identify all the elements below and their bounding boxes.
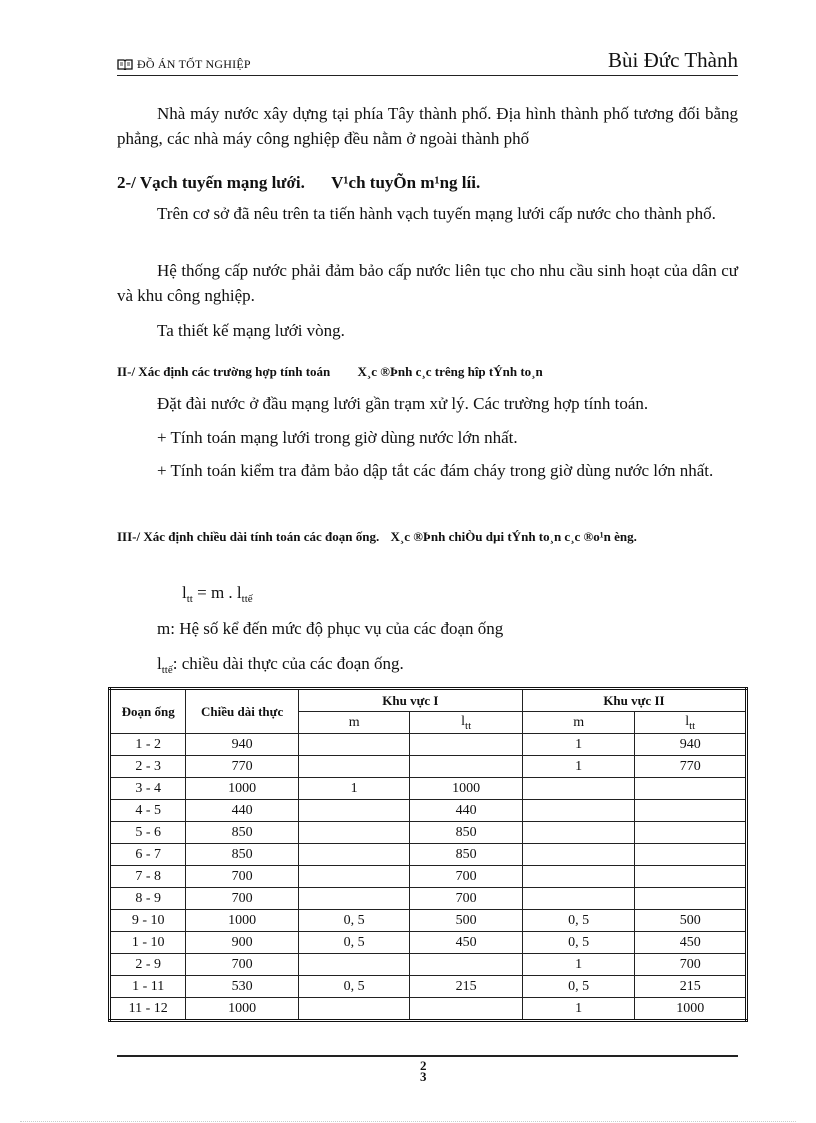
table-cell xyxy=(635,866,747,888)
section-2-heading xyxy=(117,170,738,195)
table-cell: 450 xyxy=(635,932,747,954)
section-II-paragraph-1: Đặt đài nước ở đầu mạng lưới gần trạm xử lý. Các trường hợp tính toán. xyxy=(157,394,649,413)
table-cell xyxy=(298,734,410,756)
table-cell: 6 - 7 xyxy=(110,844,186,866)
table-cell: 1 xyxy=(522,756,635,778)
table-cell: 2 - 9 xyxy=(110,954,186,976)
table-row xyxy=(110,822,747,844)
table-cell xyxy=(298,954,410,976)
table-row xyxy=(110,932,747,954)
intro-paragraph: Nhà máy nước xây dựng tại phía Tây thành phố. Địa hình thành phố tương đối bằng phẳng, các nhà máy công nghiệp đều nằm ở ngoài thành phố xyxy=(117,104,738,148)
header-rule xyxy=(117,75,738,76)
table-cell: 700 xyxy=(186,866,299,888)
table-cell: 1000 xyxy=(186,998,299,1021)
table-row xyxy=(110,844,747,866)
table-cell xyxy=(298,800,410,822)
section-II-garbled: X¸c ®Þnh c¸c trêng hîp tÝnh to¸n xyxy=(357,364,543,379)
table-cell: 0, 5 xyxy=(298,932,410,954)
page-edge xyxy=(20,1121,796,1122)
table-cell: 900 xyxy=(186,932,299,954)
table-cell: 5 - 6 xyxy=(110,822,186,844)
table-cell: 1 - 10 xyxy=(110,932,186,954)
table-cell: 850 xyxy=(410,822,523,844)
section-II-heading xyxy=(117,359,738,384)
table-cell: 500 xyxy=(635,910,747,932)
ltt-l: l xyxy=(461,713,466,729)
table-row xyxy=(110,866,747,888)
table-cell xyxy=(635,888,747,910)
formula-l: l xyxy=(182,583,187,602)
table-cell: 215 xyxy=(635,976,747,998)
table-row xyxy=(110,998,747,1021)
table-cell xyxy=(522,800,635,822)
table-cell: 500 xyxy=(410,910,523,932)
table-cell: 4 - 5 xyxy=(110,800,186,822)
section-III-garbled-text: X¸c ®Þnh chiÒu dµi tÝnh to¸n c¸c ®o¹n èng. xyxy=(390,529,637,544)
page-number-digit-2: 3 xyxy=(420,1069,427,1084)
table-cell xyxy=(635,778,747,800)
table-cell: 850 xyxy=(410,844,523,866)
section-2-garbled: V¹ch tuyÕn m¹ng líi. xyxy=(331,173,481,192)
table-cell xyxy=(522,844,635,866)
table-cell xyxy=(635,800,747,822)
table-cell: 11 - 12 xyxy=(110,998,186,1021)
page-number xyxy=(420,1060,427,1082)
table-cell xyxy=(410,998,523,1021)
table-cell: 1 - 11 xyxy=(110,976,186,998)
table-cell: 770 xyxy=(186,756,299,778)
table-cell xyxy=(298,822,410,844)
table-row xyxy=(110,800,747,822)
table-cell xyxy=(635,844,747,866)
header-length: Chiều dài thực xyxy=(186,689,299,734)
section-II-paragraph-3: + Tính toán kiểm tra đảm bảo dập tắt các đám cháy trong giờ dùng nước lớn nhất. xyxy=(157,461,714,480)
page-header xyxy=(117,50,738,76)
table-body xyxy=(110,734,747,1021)
table-cell: 700 xyxy=(410,866,523,888)
table-cell: 0, 5 xyxy=(298,910,410,932)
table-cell: 440 xyxy=(410,800,523,822)
table-row xyxy=(110,756,747,778)
table-cell: 9 - 10 xyxy=(110,910,186,932)
table-cell: 700 xyxy=(186,954,299,976)
table-cell xyxy=(298,756,410,778)
header-zone-2-ltt xyxy=(635,712,747,734)
section-II-title: II-/ Xác định các trường hợp tính toán xyxy=(117,364,331,379)
table-cell: 0, 5 xyxy=(522,976,635,998)
ltt-l: l xyxy=(685,713,690,729)
header-zone-2: Khu vực II xyxy=(522,689,746,712)
table-cell: 770 xyxy=(635,756,747,778)
table-cell: 1 - 2 xyxy=(110,734,186,756)
header-zone-2-m: m xyxy=(522,712,635,734)
section-2-paragraph-1: Trên cơ sở đã nêu trên ta tiến hành vạch tuyến mạng lưới cấp nước cho thành phố. xyxy=(157,204,716,223)
table-cell: 700 xyxy=(410,888,523,910)
table-row xyxy=(110,910,747,932)
ltt-sub: tt xyxy=(689,719,696,732)
l-definition xyxy=(157,651,738,683)
page-number-digit-1: 2 xyxy=(420,1058,427,1073)
formula xyxy=(182,580,482,612)
header-zone-1: Khu vực I xyxy=(298,689,522,712)
table-cell: 850 xyxy=(186,844,299,866)
table-row xyxy=(110,976,747,998)
table-cell: 940 xyxy=(635,734,747,756)
section-II-paragraph-2: + Tính toán mạng lưới trong giờ dùng nước lớn nhất. xyxy=(157,428,518,447)
table-cell: 8 - 9 xyxy=(110,888,186,910)
book-icon xyxy=(117,59,133,70)
table-row xyxy=(110,734,747,756)
section-2-paragraph-2: Hệ thống cấp nước phải đảm bảo cấp nước liên tục cho nhu cầu sinh hoạt của dân cư và khu công nghiệp. xyxy=(117,261,738,305)
formula-mid: = m . l xyxy=(192,583,242,602)
table-cell: 7 - 8 xyxy=(110,866,186,888)
table-cell: 1 xyxy=(522,954,635,976)
table-cell: 850 xyxy=(186,822,299,844)
header-left xyxy=(117,57,251,72)
table-cell: 1 xyxy=(522,734,635,756)
formula-sub-tt: tt xyxy=(186,593,193,605)
thesis-label: ĐỒ ÁN TỐT NGHIỆP xyxy=(137,57,251,71)
table-cell: 215 xyxy=(410,976,523,998)
table-cell xyxy=(298,866,410,888)
table-cell: 1000 xyxy=(186,778,299,800)
table-row xyxy=(110,778,747,800)
section-III-title: III-/ Xác định chiều dài tính toán các đoạn ống. xyxy=(117,529,380,544)
table-cell: 530 xyxy=(186,976,299,998)
table-cell xyxy=(298,888,410,910)
table-cell: 940 xyxy=(186,734,299,756)
section-III-heading xyxy=(117,525,738,548)
table-cell: 1 xyxy=(298,778,410,800)
table-cell: 2 - 3 xyxy=(110,756,186,778)
ltt-sub: tt xyxy=(465,719,472,732)
table-cell xyxy=(298,844,410,866)
table-row xyxy=(110,954,747,976)
header-zone-1-ltt xyxy=(410,712,523,734)
table-cell: 1000 xyxy=(186,910,299,932)
l-def-l: l xyxy=(157,654,162,673)
table-cell xyxy=(522,866,635,888)
table-cell xyxy=(298,998,410,1021)
table-cell: 1 xyxy=(522,998,635,1021)
l-def-sub: ttế xyxy=(161,664,173,676)
table-cell xyxy=(410,954,523,976)
table-cell: 1000 xyxy=(410,778,523,800)
table-cell xyxy=(522,822,635,844)
table-cell: 700 xyxy=(186,888,299,910)
section-2-paragraph-3: Ta thiết kế mạng lưới vòng. xyxy=(157,321,345,340)
table-cell: 1000 xyxy=(635,998,747,1021)
table-cell xyxy=(410,734,523,756)
table-cell xyxy=(410,756,523,778)
table-cell: 0, 5 xyxy=(522,910,635,932)
l-def-rest: : chiều dài thực của các đoạn ống. xyxy=(172,654,404,673)
author-name: Bùi Đức Thành xyxy=(608,48,738,72)
table-cell xyxy=(635,822,747,844)
formula-sub-tte: ttế xyxy=(241,593,253,605)
table-cell: 0, 5 xyxy=(298,976,410,998)
table-cell: 700 xyxy=(635,954,747,976)
table-cell: 440 xyxy=(186,800,299,822)
section-2-title: 2-/ Vạch tuyến mạng lưới. xyxy=(117,173,305,192)
header-segment: Đoạn ống xyxy=(110,689,186,734)
table-row xyxy=(110,888,747,910)
table-cell xyxy=(522,888,635,910)
pipe-length-table xyxy=(108,687,748,1022)
m-definition: m: Hệ số kể đến mức độ phục vụ của các đoạn ống xyxy=(157,619,504,638)
footer-rule xyxy=(117,1055,738,1057)
table-cell: 450 xyxy=(410,932,523,954)
table-cell: 3 - 4 xyxy=(110,778,186,800)
table-cell: 0, 5 xyxy=(522,932,635,954)
header-zone-1-m: m xyxy=(298,712,410,734)
table-cell xyxy=(522,778,635,800)
